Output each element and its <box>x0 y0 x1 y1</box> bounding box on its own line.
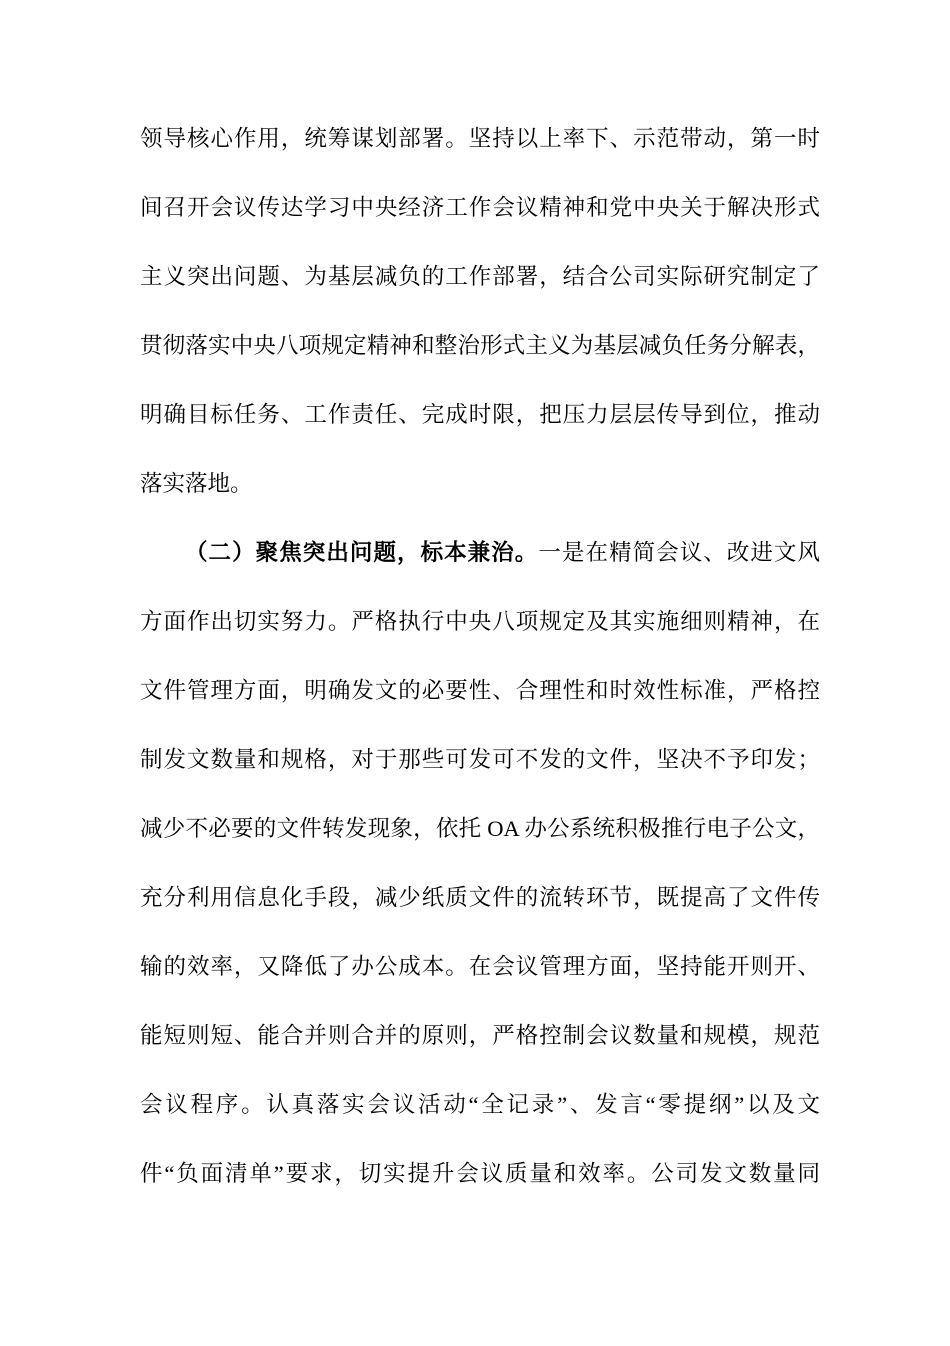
text-line: 输的效率，又降低了办公成本。在会议管理方面，坚持能开则开、 <box>140 954 820 979</box>
text-line <box>140 518 820 587</box>
text-line: 文件管理方面，明确发文的必要性、合理性和时效性标准，严格控 <box>140 678 820 703</box>
text-segment: 一是在精简会议、改进文风 <box>538 540 820 565</box>
text-line: 制发文数量和规格，对于那些可发可不发的文件，坚决不予印发； <box>140 747 820 772</box>
text-line: 充分利用信息化手段，减少纸质文件的流转环节，既提高了文件传 <box>140 885 820 910</box>
text-line: 间召开会议传达学习中央经济工作会议精神和党中央关于解决形式 <box>140 195 820 220</box>
text-line: 减少不必要的文件转发现象，依托 OA 办公系统积极推行电子公文， <box>140 816 820 841</box>
text-line: 能短则短、能合并则合并的原则，严格控制会议数量和规模，规范 <box>140 1023 820 1048</box>
text-line: 会议程序。认真落实会议活动“全记录”、发言“零提纲”以及文 <box>140 1092 820 1117</box>
section-heading: （二）聚焦突出问题，标本兼治。 <box>185 540 539 565</box>
paragraph-last-line: 落实落地。 <box>140 471 253 496</box>
text-line: 件“负面清单”要求，切实提升会议质量和效率。公司发文数量同 <box>140 1161 820 1186</box>
text-line: 领导核心作用，统筹谋划部署。坚持以上率下、示范带动，第一时 <box>140 126 820 151</box>
text-line: 主义突出问题、为基层减负的工作部署，结合公司实际研究制定了 <box>140 264 820 289</box>
text-line: 明确目标任务、工作责任、完成时限，把压力层层传导到位，推动 <box>140 402 820 427</box>
text-line: 贯彻落实中央八项规定精神和整治形式主义为基层减负任务分解表， <box>140 333 820 358</box>
text-line: 方面作出切实努力。严格执行中央八项规定及其实施细则精神，在 <box>140 609 820 634</box>
